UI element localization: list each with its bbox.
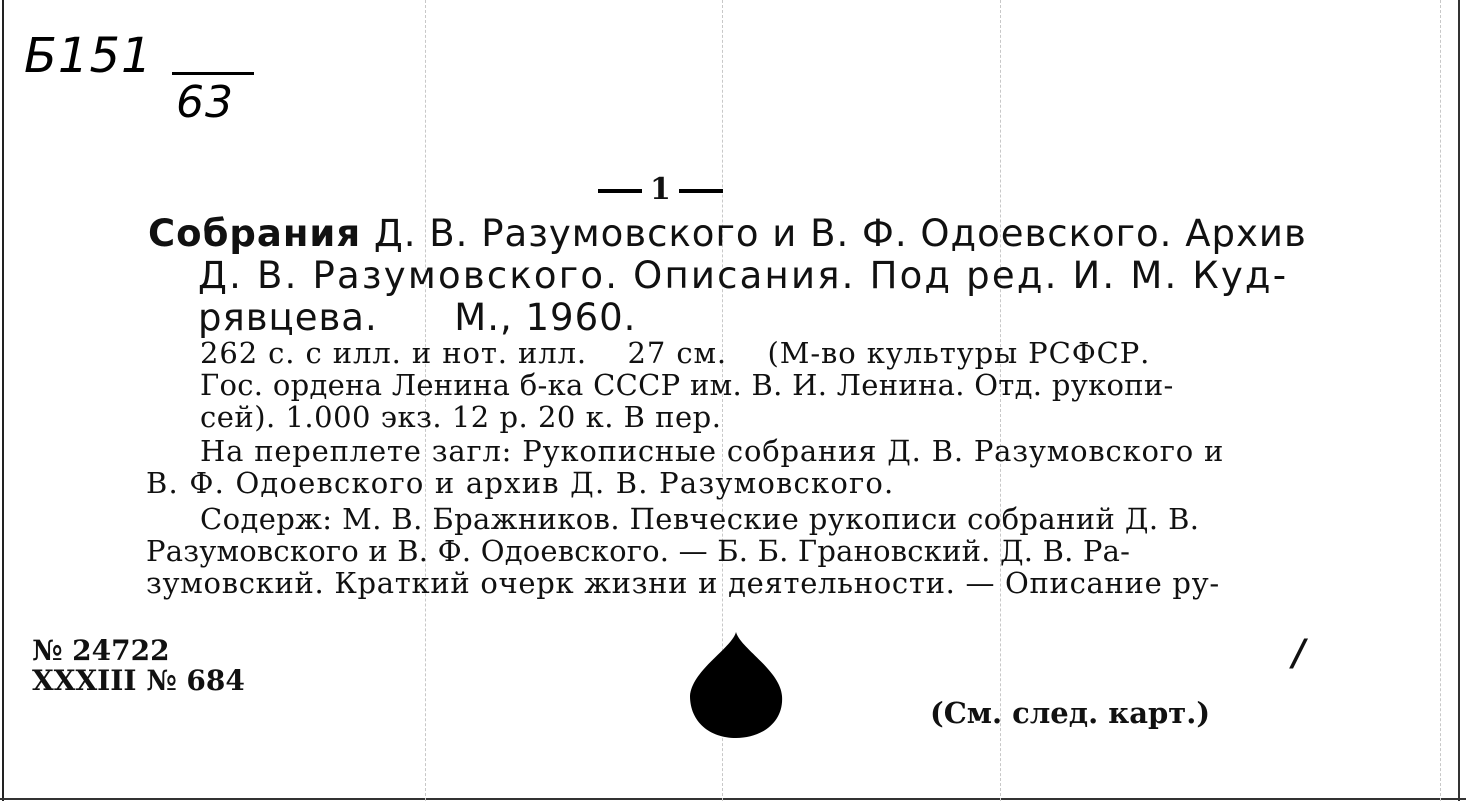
entry-series-line: Гос. ордена Ленина б-ка СССР им. В. И. Ленина. Отд. рукопи- bbox=[200, 368, 1174, 402]
entry-collation-line: 262 с. с илл. и нот. илл. 27 см. (М-во культуры РСФСР. bbox=[200, 336, 1151, 370]
card-bottom-edge bbox=[0, 798, 1466, 800]
dash-right bbox=[679, 189, 723, 193]
entry-heading bbox=[148, 212, 1307, 255]
entry-imprint-line: рявцева. М., 1960. bbox=[198, 296, 637, 339]
entry-heading-rest: Д. В. Разумовского и В. Ф. Одоевского. Архив bbox=[361, 212, 1307, 255]
fold-line bbox=[1440, 0, 1441, 801]
entry-price-line: сей). 1.000 экз. 12 р. 20 к. В пер. bbox=[200, 400, 722, 434]
punched-hole bbox=[688, 630, 784, 740]
shelfmark-denominator: 63 bbox=[172, 72, 254, 128]
card-number-value: 1 bbox=[650, 172, 671, 207]
accession-number: № 24722 bbox=[32, 634, 170, 667]
accession-shelf: XXXIII № 684 bbox=[32, 664, 245, 697]
card-right-edge bbox=[1458, 0, 1460, 801]
entry-note-line: На переплете загл: Рукописные собрания Д. В. Разумовского и bbox=[200, 434, 1225, 468]
entry-note-line: В. Ф. Одоевского и архив Д. В. Разумовского. bbox=[146, 466, 895, 500]
shelfmark-number: Б151 bbox=[24, 28, 153, 84]
entry-contents-line: зумовский. Краткий очерк жизни и деятельности. — Описание ру- bbox=[146, 566, 1220, 600]
dash-left bbox=[598, 189, 642, 193]
shelfmark bbox=[24, 28, 234, 128]
entry-contents-line: Содерж: М. В. Бражников. Певческие рукописи собраний Д. В. bbox=[200, 502, 1200, 536]
continued-note: (См. след. карт.) bbox=[930, 696, 1211, 730]
card-left-edge bbox=[2, 0, 4, 801]
pencil-mark: / bbox=[1292, 632, 1306, 674]
entry-title-line: Д. В. Разумовского. Описания. Под ред. И. М. Куд- bbox=[198, 254, 1289, 297]
card-number bbox=[590, 172, 731, 207]
entry-heading-lead: Собрания bbox=[148, 212, 362, 255]
entry-contents-line: Разумовского и В. Ф. Одоевского. — Б. Б. Грановский. Д. В. Ра- bbox=[146, 534, 1131, 568]
